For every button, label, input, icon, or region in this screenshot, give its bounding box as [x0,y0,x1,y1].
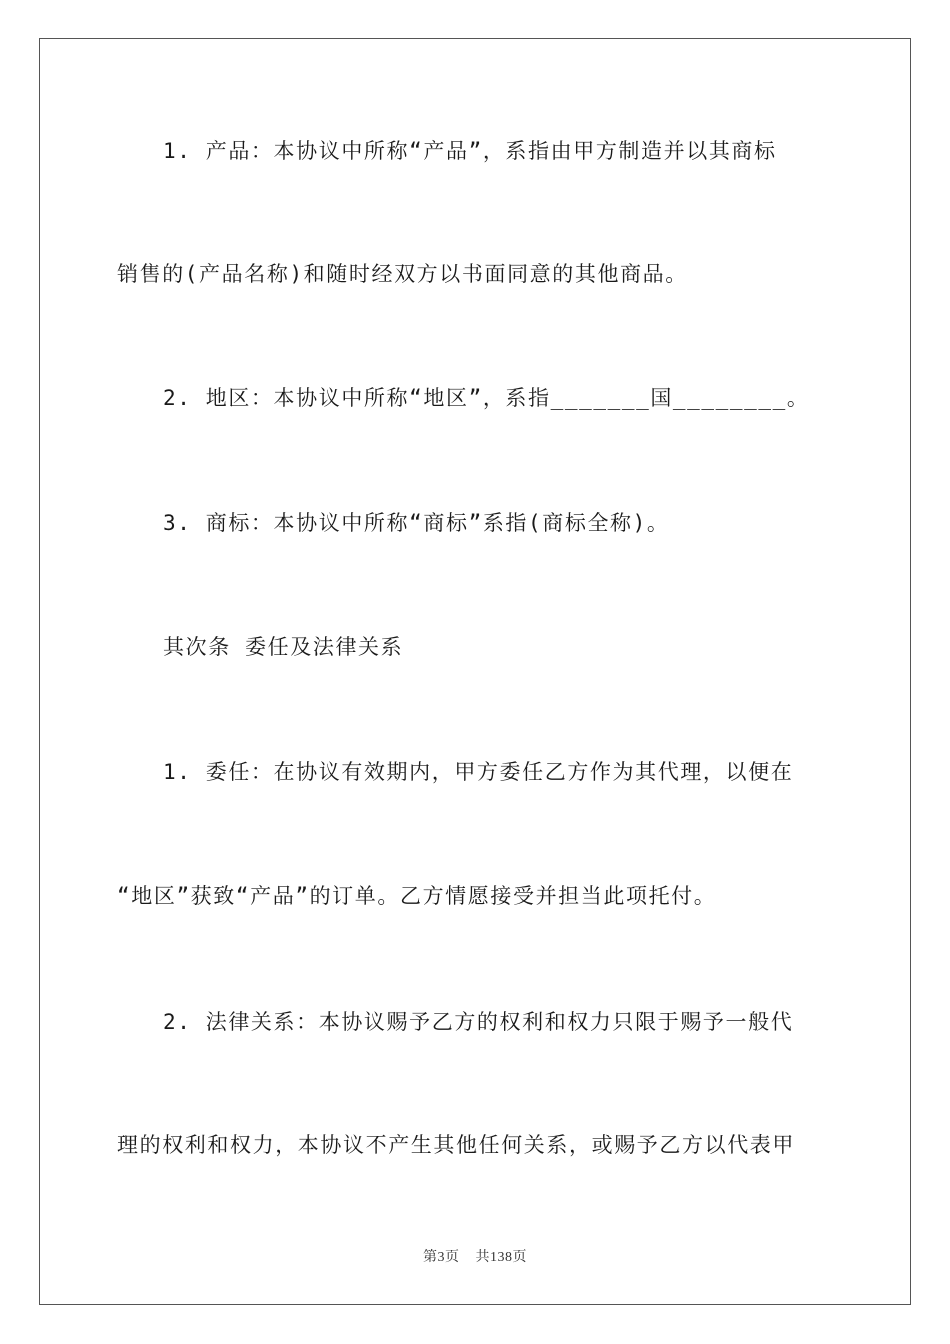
page-total: 共138页 [475,1250,527,1265]
page-number: 第3页 [423,1250,460,1265]
page-border [39,38,911,1305]
clause-legal-line-1: 2. 法律关系：本协议赐予乙方的权利和权力只限于赐予一般代 [163,1010,794,1034]
clause-trademark: 3. 商标：本协议中所称“商标”系指(商标全称)。 [163,511,670,535]
clause-region: 2. 地区：本协议中所称“地区”，系指_______国________。 [163,386,810,410]
clause-legal-line-2: 理的权利和权力，本协议不产生其他任何关系，或赐予乙方以代表甲 [117,1133,795,1157]
clause-appointment-line-2: “地区”获致“产品”的订单。乙方情愿接受并担当此项托付。 [117,884,717,908]
clause-product-line-2: 销售的(产品名称)和随时经双方以书面同意的其他商品。 [117,262,688,286]
page-footer [0,1246,950,1266]
clause-appointment-line-1: 1. 委任：在协议有效期内，甲方委任乙方作为其代理，以便在 [163,760,794,784]
clause-product-line-1: 1. 产品：本协议中所称“产品”，系指由甲方制造并以其商标 [163,139,777,163]
section-heading: 其次条 委任及法律关系 [163,635,404,659]
